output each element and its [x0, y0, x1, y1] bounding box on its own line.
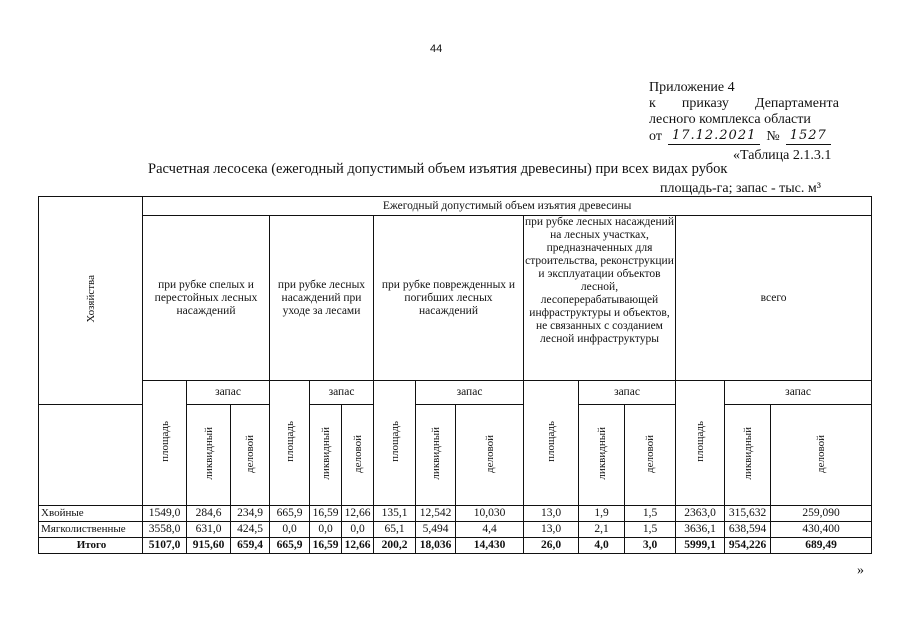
row-name: Итого	[39, 538, 143, 554]
table-cell: 135,1	[374, 506, 416, 522]
liquid-header: ликвидный	[741, 427, 754, 480]
top-header: Ежегодный допустимый объем изъятия древесины	[143, 197, 872, 216]
order-ref-line	[649, 96, 839, 112]
table-cell: 3558,0	[143, 522, 187, 538]
allowable-cut-table	[38, 196, 872, 554]
row-name: Мягколиственные	[39, 522, 143, 538]
table-cell: 18,036	[416, 538, 456, 554]
table-cell: 12,66	[342, 538, 374, 554]
order-date-line	[649, 128, 837, 145]
table-cell: 915,60	[187, 538, 231, 554]
table-row	[39, 506, 872, 522]
liquid-header: ликвидный	[319, 427, 332, 480]
table-cell: 10,030	[456, 506, 524, 522]
table-cell: 0,0	[270, 522, 310, 538]
stock-header: запас	[416, 381, 524, 405]
table-cell: 665,9	[270, 538, 310, 554]
table-cell: 1,5	[625, 522, 676, 538]
table-cell: 234,9	[231, 506, 270, 522]
table-cell: 12,66	[342, 506, 374, 522]
table-cell: 430,400	[771, 522, 872, 538]
table-cell: 13,0	[524, 522, 579, 538]
group-header-total: всего	[676, 216, 872, 381]
stock-header: запас	[725, 381, 872, 405]
table-body	[39, 506, 872, 554]
table-cell: 659,4	[231, 538, 270, 554]
table-cell: 2,1	[579, 522, 625, 538]
farm-header: Хозяйства	[84, 275, 97, 323]
table-cell: 315,632	[725, 506, 771, 522]
liquid-header: ликвидный	[595, 427, 608, 480]
table-number: «Таблица 2.1.3.1	[733, 148, 832, 163]
appendix-label: Приложение 4	[649, 80, 735, 95]
handwritten-number: 1527	[786, 128, 831, 145]
table-cell: 284,6	[187, 506, 231, 522]
table-cell: 638,594	[725, 522, 771, 538]
liquid-header: ликвидный	[429, 427, 442, 480]
table-cell: 1,9	[579, 506, 625, 522]
farm-header-cell	[39, 197, 143, 405]
table-cell: 2363,0	[676, 506, 725, 522]
table-cell: 0,0	[310, 522, 342, 538]
order-ref-prikaz: приказу	[681, 96, 729, 111]
table-cell: 5107,0	[143, 538, 187, 554]
table-cell: 4,4	[456, 522, 524, 538]
table-cell: 954,226	[725, 538, 771, 554]
table-cell: 689,49	[771, 538, 872, 554]
business-header: деловой	[815, 434, 828, 473]
area-header: площадь	[158, 421, 171, 462]
table-cell: 5,494	[416, 522, 456, 538]
number-label: №	[766, 129, 780, 144]
table-row	[39, 522, 872, 538]
group-header-construction: при рубке лесных насаждений на лесных участках, предназначенных для строительства, реконструкции и эксплуатации объектов лесной, лесоперерабатывающей инфраструктуры и объектов, не связанных с созданием лесной инфраструктуры	[524, 216, 676, 381]
order-ref-k: к	[649, 96, 656, 111]
area-header: площадь	[545, 421, 557, 462]
table-cell: 1,5	[625, 506, 676, 522]
table-row	[39, 538, 872, 554]
table-cell: 0,0	[342, 522, 374, 538]
table-cell: 665,9	[270, 506, 310, 522]
business-header: деловой	[351, 434, 364, 473]
table-cell: 1549,0	[143, 506, 187, 522]
table-title: Расчетная лесосека (ежегодный допустимый объем изъятия древесины) при всех видах рубок	[148, 161, 728, 177]
business-header: деловой	[244, 434, 256, 473]
department-name: лесного комплекса области	[649, 112, 811, 127]
page-number: 44	[430, 43, 443, 55]
business-header: деловой	[483, 434, 496, 473]
group-header-mature: при рубке спелых и перестойных лесных насаждений	[143, 216, 270, 381]
table-cell: 65,1	[374, 522, 416, 538]
stock-header: запас	[187, 381, 270, 405]
handwritten-date: 17.12.2021	[668, 128, 760, 145]
table-cell: 12,542	[416, 506, 456, 522]
table-cell: 424,5	[231, 522, 270, 538]
closing-quote: »	[857, 563, 864, 578]
order-ref-department: Департамента	[754, 96, 839, 111]
table-cell: 13,0	[524, 506, 579, 522]
table-cell: 26,0	[524, 538, 579, 554]
area-header: площадь	[694, 421, 706, 462]
date-prefix: от	[649, 129, 662, 144]
group-header-care: при рубке лесных насаждений при уходе за лесами	[270, 216, 374, 381]
table-cell: 4,0	[579, 538, 625, 554]
liquid-header: ликвидный	[202, 427, 215, 480]
area-header: площадь	[283, 421, 296, 462]
table-cell: 14,430	[456, 538, 524, 554]
table-units: площадь-га; запас - тыс. м³	[660, 181, 821, 196]
table-cell: 16,59	[310, 506, 342, 522]
stock-header: запас	[579, 381, 676, 405]
table-cell: 5999,1	[676, 538, 725, 554]
table-cell: 200,2	[374, 538, 416, 554]
table-cell: 631,0	[187, 522, 231, 538]
row-name: Хвойные	[39, 506, 143, 522]
table-cell: 3636,1	[676, 522, 725, 538]
table-cell: 259,090	[771, 506, 872, 522]
business-header: деловой	[644, 434, 656, 473]
table-cell: 3,0	[625, 538, 676, 554]
stock-header: запас	[310, 381, 374, 405]
group-header-damaged: при рубке поврежденных и погибших лесных насаждений	[374, 216, 524, 381]
area-header: площадь	[388, 421, 401, 462]
table-cell: 16,59	[310, 538, 342, 554]
